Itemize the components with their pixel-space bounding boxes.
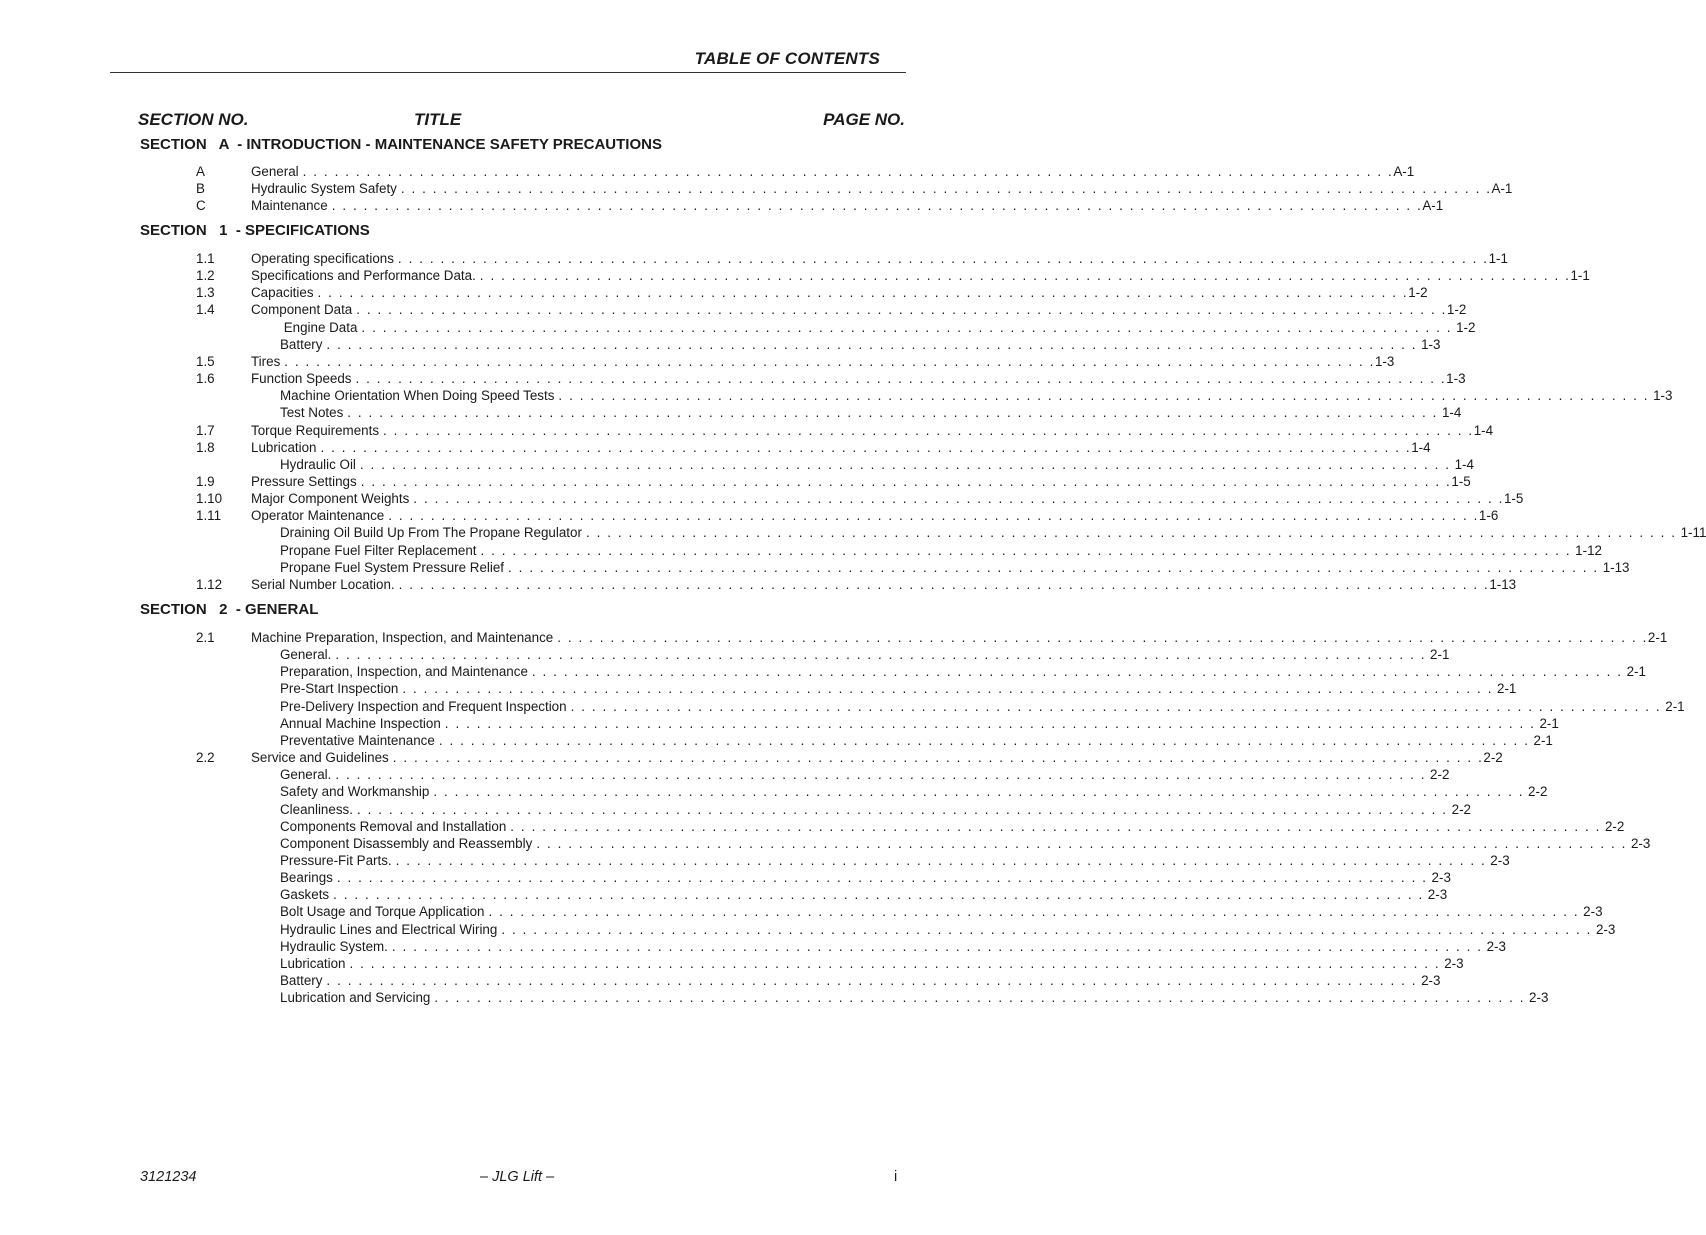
dot-leader: . . . . . . . . . . . . . . . . . . . . . . . . . . . . . . . . . . . . . . . . . . . . . . . . . . . . . . . . . . . . . . . . . . . . . . . . . . . . . . . . . . . . . . . . . . . . . . . . . . . . . . . — [356, 801, 1448, 817]
dot-leader: . . . . . . . . . . . . . . . . . . . . . . . . . . . . . . . . . . . . . . . . . . . . . . . . . . . . . . . . . . . . . . . . . . . . . . . . . . . . . . . . . . . . . . . . . . . . . . . . . . . . . . . — [347, 405, 1438, 421]
entry-number: 1.10 — [196, 491, 223, 507]
toc-entry[interactable] — [196, 663, 1646, 680]
header-rule — [110, 72, 906, 73]
entry-page: 2-2 — [1430, 767, 1450, 783]
dot-leader: . . . . . . . . . . . . . . . . . . . . . . . . . . . . . . . . . . . . . . . . . . . . . . . . . . . . . . . . . . . . . . . . . . . . . . . . . . . . . . . . . . . . . . . . . . . . . . . . . . . . . . . — [317, 285, 1409, 301]
entry-number: 1.4 — [196, 302, 215, 318]
entry-title: Hydraulic System Safety — [251, 181, 397, 197]
toc-entry[interactable] — [196, 163, 1415, 180]
toc-entry[interactable] — [196, 559, 1630, 576]
entry-title: Preparation, Inspection, and Maintenance — [280, 664, 528, 680]
entry-title: Propane Fuel System Pressure Relief — [280, 559, 505, 575]
entry-page: 2-1 — [1533, 732, 1553, 748]
dot-leader: . . . . . . . . . . . . . . . . . . . . . . . . . . . . . . . . . . . . . . . . . . . . . . . . . . . . . . . . . . . . . . . . . . . . . . . . . . . . . . . . . . . . . . . . . . . . . . . . . . . . . . . — [413, 491, 1504, 507]
toc-entry[interactable] — [196, 490, 1524, 507]
toc-entry[interactable] — [196, 507, 1499, 524]
entry-title: Engine Data — [280, 319, 358, 335]
footer-publisher: – JLG Lift – — [480, 1169, 555, 1185]
entry-number: 1.3 — [196, 285, 215, 301]
entry-page: 1-3 — [1421, 336, 1441, 352]
entry-page: A-1 — [1491, 181, 1513, 197]
entry-page: 2-3 — [1595, 921, 1616, 937]
entry-page: 2-3 — [1421, 973, 1441, 988]
toc-entry[interactable] — [196, 886, 1448, 903]
entry-page: 1-1 — [1570, 268, 1590, 284]
running-title: TABLE OF CONTENTS — [694, 49, 880, 68]
dot-leader: . . . . . . . . . . . . . . . . . . . . . . . . . . . . . . . . . . . . . . . . . . . . . . . . . . . . . . . . . . . . . . . . . . . . . . . . . . . . . . . . . . . . . . . . . . . . . . . . . . . . . . . — [388, 508, 1479, 524]
entry-title: Hydraulic System. — [280, 938, 388, 954]
toc-entry[interactable] — [196, 852, 1510, 869]
entry-title: Tires — [251, 353, 281, 369]
dot-leader: . . . . . . . . . . . . . . . . . . . . . . . . . . . . . . . . . . . . . . . . . . . . . . . . . . . . . . . . . . . . . . . . . . . . . . . . . . . . . . . . . . . . . . . . . . . . . . . . . . . . . . . — [510, 818, 1601, 834]
dot-leader: . . . . . . . . . . . . . . . . . . . . . . . . . . . . . . . . . . . . . . . . . . . . . . . . . . . . . . . . . . . . . . . . . . . . . . . . . . . . . . . . . . . . . . . . . . . . . . . . . . . . . . . — [558, 388, 1650, 404]
dot-leader: . . . . . . . . . . . . . . . . . . . . . . . . . . . . . . . . . . . . . . . . . . . . . . . . . . . . . . . . . . . . . . . . . . . . . . . . . . . . . . . . . . . . . . . . . . . . . . . . . . . . . . . — [391, 938, 1483, 954]
dot-leader: . . . . . . . . . . . . . . . . . . . . . . . . . . . . . . . . . . . . . . . . . . . . . . . . . . . . . . . . . . . . . . . . . . . . . . . . . . . . . . . . . . . . . . . . . . . . . . . . . . . . . . . — [356, 302, 1447, 318]
entry-title: Operator Maintenance — [251, 508, 385, 524]
entry-title: Operating specifications — [251, 251, 394, 266]
toc-entry[interactable] — [196, 267, 1590, 284]
section-heading: SECTION 1 - SPECIFICATIONS — [140, 222, 370, 239]
dot-leader: . . . . . . . . . . . . . . . . . . . . . . . . . . . . . . . . . . . . . . . . . . . . . . . . . . . . . . . . . . . . . . . . . . . . . . . . . . . . . . . . . . . . . . . . . . . . . . . . . . . . . . . — [392, 750, 1484, 766]
entry-page: 2-3 — [1486, 938, 1506, 954]
entry-title: Serial Number Location. — [251, 576, 395, 592]
entry-title: Pressure-Fit Parts. — [280, 852, 392, 868]
entry-title: General — [251, 164, 299, 179]
entry-page: 1-2 — [1446, 302, 1467, 318]
entry-page: 2-3 — [1490, 852, 1510, 868]
entry-page: 1-4 — [1411, 439, 1431, 455]
dot-leader: . . . . . . . . . . . . . . . . . . . . . . . . . . . . . . . . . . . . . . . . . . . . . . . . . . . . . . . . . . . . . . . . . . . . . . . . . . . . . . . . . . . . . . . . . . . . . . . . . . . . . . . — [349, 955, 1441, 971]
entry-page: 1-5 — [1503, 491, 1524, 507]
dot-leader: . . . . . . . . . . . . . . . . . . . . . . . . . . . . . . . . . . . . . . . . . . . . . . . . . . . . . . . . . . . . . . . . . . . . . . . . . . . . . . . . . . . . . . . . . . . . . . . . . . . . . . . — [326, 336, 1418, 352]
entry-page: 2-3 — [1444, 955, 1464, 971]
toc-entry[interactable] — [196, 422, 1494, 439]
entry-title: Component Disassembly and Reassembly — [280, 835, 533, 851]
toc-entry[interactable] — [196, 972, 1441, 989]
toc-entry[interactable] — [196, 301, 1467, 318]
entry-page: 1-4 — [1441, 405, 1462, 421]
toc-entry[interactable] — [196, 542, 1602, 559]
dot-leader: . . . . . . . . . . . . . . . . . . . . . . . . . . . . . . . . . . . . . . . . . . . . . . . . . . . . . . . . . . . . . . . . . . . . . . . . . . . . . . . . . . . . . . . . . . . . . . . . . . . . . . . — [336, 870, 1428, 886]
dot-leader: . . . . . . . . . . . . . . . . . . . . . . . . . . . . . . . . . . . . . . . . . . . . . . . . . . . . . . . . . . . . . . . . . . . . . . . . . . . . . . . . . . . . . . . . . . . . . . . . . . . . . . . — [355, 371, 1447, 387]
entry-number: 2.1 — [196, 630, 215, 645]
dot-leader: . . . . . . . . . . . . . . . . . . . . . . . . . . . . . . . . . . . . . . . . . . . . . . . . . . . . . . . . . . . . . . . . . . . . . . . . . . . . . . . . . . . . . . . . . . . . . . . . . . . . . . . — [585, 525, 1677, 541]
toc-entry[interactable] — [196, 456, 1474, 473]
entry-page: 1-1 — [1488, 251, 1508, 266]
toc-entry[interactable] — [196, 903, 1603, 920]
entry-title: Capacities — [251, 285, 314, 301]
dot-leader: . . . . . . . . . . . . . . . . . . . . . . . . . . . . . . . . . . . . . . . . . . . . . . . . . . . . . . . . . . . . . . . . . . . . . . . . . . . . . . . . . . . . . . . . . . . . . . . . . . . . . . . — [326, 973, 1418, 988]
dot-leader: . . . . . . . . . . . . . . . . . . . . . . . . . . . . . . . . . . . . . . . . . . . . . . . . . . . . . . . . . . . . . . . . . . . . . . . . . . . . . . . . . . . . . . . . . . . . . . . . . . . . . . . — [402, 681, 1494, 697]
toc-entry[interactable] — [196, 439, 1431, 456]
entry-title: Function Speeds — [251, 371, 352, 387]
toc-entry[interactable] — [196, 801, 1471, 818]
dot-leader: . . . . . . . . . . . . . . . . . . . . . . . . . . . . . . . . . . . . . . . . . . . . . . . . . . . . . . . . . . . . . . . . . . . . . . . . . . . . . . . . . . . . . . . . . . . . . . . . . . . . . . . — [361, 319, 1453, 335]
entry-title: Machine Orientation When Doing Speed Tests — [280, 388, 555, 404]
entry-title: Component Data — [251, 302, 353, 318]
entry-number: A — [196, 164, 205, 179]
entry-title: Preventative Maintenance — [280, 732, 435, 748]
entry-number: 1.8 — [196, 439, 215, 455]
dot-leader: . . . . . . . . . . . . . . . . . . . . . . . . . . . . . . . . . . . . . . . . . . . . . . . . . . . . . . . . . . . . . . . . . . . . . . . . . . . . . . . . . . . . . . . . . . . . . . . . . . . . . . . — [335, 647, 1427, 663]
entry-number: B — [196, 181, 205, 197]
toc-entry[interactable] — [196, 766, 1450, 783]
entry-page: 2-1 — [1430, 647, 1450, 663]
toc-entry[interactable] — [196, 818, 1625, 835]
entry-page: 1-13 — [1489, 576, 1517, 592]
entry-number: 1.2 — [196, 268, 215, 284]
entry-page: 1-2 — [1408, 285, 1428, 301]
dot-leader: . . . . . . . . . . . . . . . . . . . . . . . . . . . . . . . . . . . . . . . . . . . . . . . . . . . . . . . . . . . . . . . . . . . . . . . . . . . . . . . . . . . . . . . . . . . . . . . . . . . . . . . — [333, 887, 1424, 903]
toc-entry[interactable] — [196, 250, 1508, 267]
toc-entry[interactable] — [196, 680, 1517, 697]
dot-leader: . . . . . . . . . . . . . . . . . . . . . . . . . . . . . . . . . . . . . . . . . . . . . . . . . . . . . . . . . . . . . . . . . . . . . . . . . . . . . . . . . . . . . . . . . . . . . . . . . . . . . . . — [284, 353, 1375, 369]
entry-number: 1.6 — [196, 371, 215, 387]
entry-title: Bolt Usage and Torque Application — [280, 904, 485, 920]
entry-title: General. — [280, 767, 332, 783]
dot-leader: . . . . . . . . . . . . . . . . . . . . . . . . . . . . . . . . . . . . . . . . . . . . . . . . . . . . . . . . . . . . . . . . . . . . . . . . . . . . . . . . . . . . . . . . . . . . . . . . . . . . . . . — [508, 559, 1599, 575]
entry-page: 2-3 — [1630, 835, 1651, 851]
toc-entry[interactable] — [196, 473, 1471, 490]
entry-title: Battery — [280, 973, 323, 988]
toc-entry[interactable] — [196, 732, 1553, 749]
toc-entry[interactable] — [196, 749, 1503, 766]
toc-entry[interactable] — [196, 955, 1464, 972]
entry-page: 2-3 — [1431, 870, 1451, 886]
entry-number: 1.12 — [196, 576, 223, 592]
entry-title: Components Removal and Installation — [280, 818, 507, 834]
entry-title: Annual Machine Inspection — [280, 715, 441, 731]
entry-page: 2-2 — [1604, 818, 1625, 834]
entry-page: 2-1 — [1497, 681, 1517, 697]
toc-entry[interactable] — [196, 404, 1462, 421]
toc-entry[interactable] — [196, 180, 1513, 197]
dot-leader: . . . . . . . . . . . . . . . . . . . . . . . . . . . . . . . . . . . . . . . . . . . . . . . . . . . . . . . . . . . . . . . . . . . . . . . . . . . . . . . . . . . . . . . . . . . . . . . . . . . . . . . — [531, 664, 1623, 680]
dot-leader: . . . . . . . . . . . . . . . . . . . . . . . . . . . . . . . . . . . . . . . . . . . . . . . . . . . . . . . . . . . . . . . . . . . . . . . . . . . . . . . . . . . . . . . . . . . . . . . . . . . . . . . — [479, 268, 1571, 284]
entry-title: Draining Oil Build Up From The Propane Regulator — [280, 525, 582, 541]
entry-title: General. — [280, 647, 332, 663]
entry-title: Service and Guidelines — [251, 750, 389, 766]
dot-leader: . . . . . . . . . . . . . . . . . . . . . . . . . . . . . . . . . . . . . . . . . . . . . . . . . . . . . . . . . . . . . . . . . . . . . . . . . . . . . . . . . . . . . . . . . . . . . . . . . . . . . . . — [480, 542, 1572, 558]
toc-entry[interactable] — [196, 524, 1706, 541]
column-header-section-no: SECTION NO. — [138, 110, 249, 129]
entry-title: Gaskets — [280, 887, 330, 903]
footer-doc-number: 3121234 — [140, 1169, 197, 1185]
entry-number: 1.9 — [196, 473, 215, 489]
toc-entry[interactable] — [196, 938, 1506, 955]
toc-entry[interactable] — [196, 921, 1616, 938]
entry-number: 2.2 — [196, 750, 215, 766]
toc-entry[interactable] — [196, 576, 1517, 593]
toc-entry[interactable] — [196, 629, 1668, 646]
entry-title: Torque Requirements — [251, 422, 380, 438]
entry-page: 2-1 — [1539, 715, 1559, 731]
entry-title: Pre-Delivery Inspection and Frequent Inspection — [280, 698, 567, 714]
entry-page: 1-6 — [1478, 508, 1499, 524]
footer-page-number: i — [894, 1169, 898, 1185]
dot-leader: . . . . . . . . . . . . . . . . . . . . . . . . . . . . . . . . . . . . . . . . . . . . . . . . . . . . . . . . . . . . . . . . . . . . . . . . . . . . . . . . . . . . . . . . . . . . . . . . . . . . . . . — [433, 784, 1525, 800]
toc-entry[interactable] — [196, 698, 1685, 715]
dot-leader: . . . . . . . . . . . . . . . . . . . . . . . . . . . . . . . . . . . . . . . . . . . . . . . . . . . . . . . . . . . . . . . . . . . . . . . . . . . . . . . . . . . . . . . . . . . . . . . . . . . . . . . — [320, 439, 1412, 455]
entry-number: C — [196, 198, 206, 214]
entry-page: 1-5 — [1451, 473, 1471, 489]
toc-entry[interactable] — [196, 353, 1395, 370]
toc-entry[interactable] — [196, 869, 1451, 886]
entry-page: 2-1 — [1647, 630, 1668, 645]
toc-entry[interactable] — [196, 319, 1476, 336]
dot-leader: . . . . . . . . . . . . . . . . . . . . . . . . . . . . . . . . . . . . . . . . . . . . . . . . . . . . . . . . . . . . . . . . . . . . . . . . . . . . . . . . . . . . . . . . . . . . . . . . . . . . . . . — [335, 767, 1427, 783]
toc-entry[interactable] — [196, 989, 1549, 1006]
entry-title: Cleanliness. — [280, 801, 353, 817]
toc-entry[interactable] — [196, 336, 1441, 353]
entry-number: 1.11 — [196, 508, 222, 524]
dot-leader: . . . . . . . . . . . . . . . . . . . . . . . . . . . . . . . . . . . . . . . . . . . . . . . . . . . . . . . . . . . . . . . . . . . . . . . . . . . . . . . . . . . . . . . . . . . . . . . . . . . . . . . — [557, 630, 1648, 645]
entry-title: Safety and Workmanship — [280, 784, 430, 800]
entry-title: Test Notes — [280, 405, 344, 421]
dot-leader: . . . . . . . . . . . . . . . . . . . . . . . . . . . . . . . . . . . . . . . . . . . . . . . . . . . . . . . . . . . . . . . . . . . . . . . . . . . . . . . . . . . . . . . . . . . . . . . . . . . . . . . — [444, 715, 1536, 731]
toc-entry[interactable] — [196, 370, 1466, 387]
dot-leader: . . . . . . . . . . . . . . . . . . . . . . . . . . . . . . . . . . . . . . . . . . . . . . . . . . . . . . . . . . . . . . . . . . . . . . . . . . . . . . . . . . . . . . . . . . . . . . . . . . . . . . . — [434, 990, 1526, 1006]
dot-leader: . . . . . . . . . . . . . . . . . . . . . . . . . . . . . . . . . . . . . . . . . . . . . . . . . . . . . . . . . . . . . . . . . . . . . . . . . . . . . . . . . . . . . . . . . . . . . . . . . . . . . . . — [400, 181, 1492, 197]
entry-title: Hydraulic Oil — [280, 456, 356, 472]
entry-page: 2-3 — [1583, 904, 1603, 920]
entry-page: 1-13 — [1602, 559, 1630, 575]
entry-page: 1-11 — [1680, 525, 1706, 541]
toc-entry[interactable] — [196, 387, 1673, 404]
entry-page: 2-1 — [1626, 664, 1646, 680]
dot-leader: . . . . . . . . . . . . . . . . . . . . . . . . . . . . . . . . . . . . . . . . . . . . . . . . . . . . . . . . . . . . . . . . . . . . . . . . . . . . . . . . . . . . . . . . . . . . . . . . . . . . . . . — [488, 904, 1580, 920]
entry-number: 1.1 — [196, 251, 215, 266]
entry-page: 1-4 — [1473, 422, 1494, 438]
entry-title: Lubrication — [280, 955, 346, 971]
dot-leader: . . . . . . . . . . . . . . . . . . . . . . . . . . . . . . . . . . . . . . . . . . . . . . . . . . . . . . . . . . . . . . . . . . . . . . . . . . . . . . . . . . . . . . . . . . . . . . . . . . . . . . . — [331, 198, 1423, 214]
dot-leader: . . . . . . . . . . . . . . . . . . . . . . . . . . . . . . . . . . . . . . . . . . . . . . . . . . . . . . . . . . . . . . . . . . . . . . . . . . . . . . . . . . . . . . . . . . . . . . . . . . . . . . . — [398, 576, 1490, 592]
entry-number: 1.5 — [196, 353, 215, 369]
entry-page: A-1 — [1393, 164, 1415, 179]
dot-leader: . . . . . . . . . . . . . . . . . . . . . . . . . . . . . . . . . . . . . . . . . . . . . . . . . . . . . . . . . . . . . . . . . . . . . . . . . . . . . . . . . . . . . . . . . . . . . . . . . . . . . . . — [438, 732, 1530, 748]
toc-entry[interactable] — [196, 284, 1428, 301]
section-heading: SECTION A - INTRODUCTION - MAINTENANCE SAFETY PRECAUTIONS — [140, 136, 662, 153]
entry-title: Lubrication and Servicing — [280, 990, 431, 1006]
entry-page: 2-2 — [1451, 801, 1471, 817]
dot-leader: . . . . . . . . . . . . . . . . . . . . . . . . . . . . . . . . . . . . . . . . . . . . . . . . . . . . . . . . . . . . . . . . . . . . . . . . . . . . . . . . . . . . . . . . . . . . . . . . . . . . . . . — [302, 164, 1394, 179]
toc-entry[interactable] — [196, 197, 1444, 214]
entry-title: Lubrication — [251, 439, 317, 455]
entry-page: 1-3 — [1653, 388, 1673, 404]
entry-page: 2-2 — [1528, 784, 1548, 800]
dot-leader: . . . . . . . . . . . . . . . . . . . . . . . . . . . . . . . . . . . . . . . . . . . . . . . . . . . . . . . . . . . . . . . . . . . . . . . . . . . . . . . . . . . . . . . . . . . . . . . . . . . . . . . — [359, 456, 1451, 472]
entry-page: 1-2 — [1456, 319, 1476, 335]
dot-leader: . . . . . . . . . . . . . . . . . . . . . . . . . . . . . . . . . . . . . . . . . . . . . . . . . . . . . . . . . . . . . . . . . . . . . . . . . . . . . . . . . . . . . . . . . . . . . . . . . . . . . . . — [360, 473, 1452, 489]
entry-title: Maintenance — [251, 198, 328, 214]
column-header-title: TITLE — [414, 110, 462, 129]
entry-page: 1-3 — [1374, 353, 1395, 369]
toc-entry[interactable] — [196, 715, 1559, 732]
entry-title: Pressure Settings — [251, 473, 357, 489]
toc-entry[interactable] — [196, 835, 1651, 852]
entry-page: 2-3 — [1427, 887, 1448, 903]
entry-page: 1-3 — [1446, 371, 1466, 387]
entry-title: Major Component Weights — [251, 491, 410, 507]
column-header-page-no: PAGE NO. — [823, 110, 905, 129]
entry-title: Battery — [280, 336, 323, 352]
entry-number: 1.7 — [196, 422, 215, 438]
entry-page: 2-2 — [1483, 750, 1503, 766]
entry-title: Machine Preparation, Inspection, and Maintenance — [251, 630, 554, 645]
dot-leader: . . . . . . . . . . . . . . . . . . . . . . . . . . . . . . . . . . . . . . . . . . . . . . . . . . . . . . . . . . . . . . . . . . . . . . . . . . . . . . . . . . . . . . . . . . . . . . . . . . . . . . . — [395, 852, 1487, 868]
entry-page: 1-12 — [1575, 542, 1602, 558]
toc-entry[interactable] — [196, 783, 1548, 800]
dot-leader: . . . . . . . . . . . . . . . . . . . . . . . . . . . . . . . . . . . . . . . . . . . . . . . . . . . . . . . . . . . . . . . . . . . . . . . . . . . . . . . . . . . . . . . . . . . . . . . . . . . . . . . — [536, 835, 1627, 851]
entry-page: A-1 — [1422, 198, 1444, 214]
entry-title: Specifications and Performance Data. — [251, 268, 476, 284]
toc-entry[interactable] — [196, 646, 1450, 663]
entry-title: Propane Fuel Filter Replacement — [280, 542, 477, 558]
dot-leader: . . . . . . . . . . . . . . . . . . . . . . . . . . . . . . . . . . . . . . . . . . . . . . . . . . . . . . . . . . . . . . . . . . . . . . . . . . . . . . . . . . . . . . . . . . . . . . . . . . . . . . . — [501, 921, 1592, 937]
dot-leader: . . . . . . . . . . . . . . . . . . . . . . . . . . . . . . . . . . . . . . . . . . . . . . . . . . . . . . . . . . . . . . . . . . . . . . . . . . . . . . . . . . . . . . . . . . . . . . . . . . . . . . . — [383, 422, 1474, 438]
entry-page: 2-3 — [1529, 990, 1549, 1006]
dot-leader: . . . . . . . . . . . . . . . . . . . . . . . . . . . . . . . . . . . . . . . . . . . . . . . . . . . . . . . . . . . . . . . . . . . . . . . . . . . . . . . . . . . . . . . . . . . . . . . . . . . . . . . — [570, 698, 1662, 714]
entry-title: Hydraulic Lines and Electrical Wiring — [280, 921, 498, 937]
dot-leader: . . . . . . . . . . . . . . . . . . . . . . . . . . . . . . . . . . . . . . . . . . . . . . . . . . . . . . . . . . . . . . . . . . . . . . . . . . . . . . . . . . . . . . . . . . . . . . . . . . . . . . . — [397, 251, 1489, 266]
entry-title: Bearings — [280, 870, 333, 886]
section-heading: SECTION 2 - GENERAL — [140, 601, 319, 618]
entry-page: 1-4 — [1454, 456, 1474, 472]
entry-page: 2-1 — [1665, 698, 1685, 714]
entry-title: Pre-Start Inspection — [280, 681, 399, 697]
